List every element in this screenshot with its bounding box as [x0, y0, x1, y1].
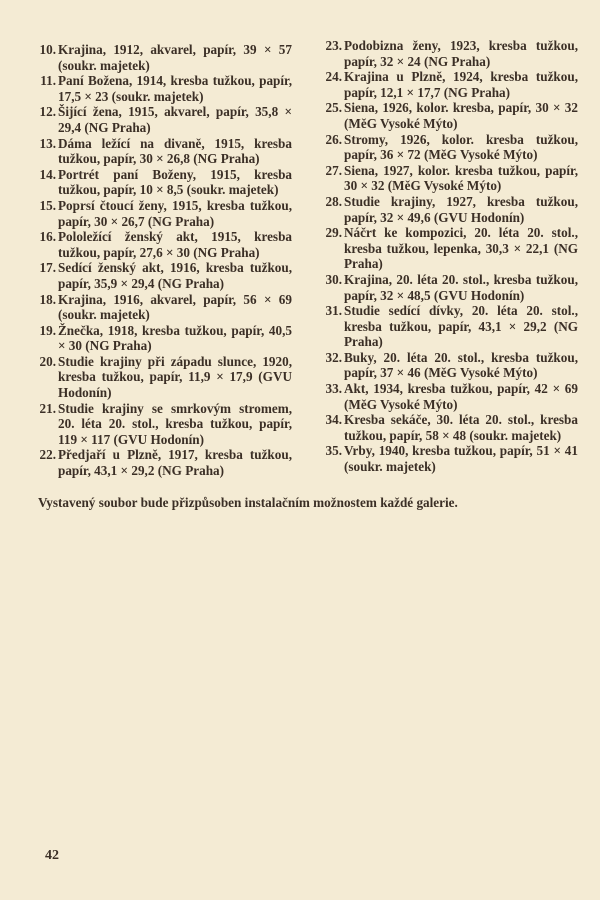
item-text: Pololežící ženský akt, 1915, kresba tužkou, papír, 27,6 × 30 (NG Praha): [58, 229, 292, 260]
item-text: Předjaří u Plzně, 1917, kresba tužkou, papír, 43,1 × 29,2 (NG Praha): [58, 447, 292, 479]
item-text: Náčrt ke kompozici, 20. léta 20. stol., kresba tužkou, lepenka, 30,3 × 22,1 (NG Praha): [344, 225, 578, 272]
item-number: 12.: [39, 104, 56, 120]
item-text: Akt, 1934, kresba tužkou, papír, 42 × 69 (MěG Vysoké Mýto): [344, 381, 578, 412]
catalog-item: [316, 194, 578, 225]
item-number: 31.: [325, 303, 342, 319]
item-number: 20.: [39, 353, 56, 369]
item-number: 33.: [325, 381, 342, 397]
item-text: Portrét paní Boženy, 1915, kresba tužkou, papír, 10 × 8,5 (soukr. majetek): [58, 166, 292, 198]
item-text: Studie krajiny při západu slunce, 1920, kresba tužkou, papír, 11,9 × 17,9 (GVU Hodonín): [58, 353, 292, 401]
catalog-columns: [30, 38, 578, 479]
item-number: 22.: [39, 447, 56, 463]
catalog-item: [30, 42, 292, 73]
item-number: 29.: [325, 225, 342, 241]
item-text: Buky, 20. léta 20. stol., kresba tužkou, papír, 37 × 46 (MěG Vysoké Mýto): [344, 349, 578, 381]
item-text: Dáma ležící na divaně, 1915, kresba tužkou, papír, 30 × 26,8 (NG Praha): [58, 135, 292, 167]
item-text: Krajina, 1912, akvarel, papír, 39 × 57 (soukr. majetek): [58, 42, 292, 73]
catalog-item: [316, 38, 578, 69]
catalog-item: [316, 303, 578, 350]
item-text: Krajina, 20. léta 20. stol., kresba tužkou, papír, 32 × 48,5 (GVU Hodonín): [344, 271, 578, 303]
item-text: Žnečka, 1918, kresba tužkou, papír, 40,5 × 30 (NG Praha): [58, 322, 292, 354]
catalog-item: [30, 229, 292, 260]
catalog-item: [316, 69, 578, 100]
catalog-item: [30, 323, 292, 354]
item-number: 34.: [325, 412, 342, 428]
catalog-item: [316, 100, 578, 131]
item-text: Paní Božena, 1914, kresba tužkou, papír, 17,5 × 23 (soukr. majetek): [58, 73, 292, 104]
item-text: Krajina, 1916, akvarel, papír, 56 × 69 (soukr. majetek): [58, 291, 292, 323]
catalog-item: [316, 443, 578, 474]
page-number: 42: [45, 848, 59, 863]
catalog-item: [30, 292, 292, 323]
item-number: 19.: [39, 322, 56, 338]
item-text: Šijící žena, 1915, akvarel, papír, 35,8 × 29,4 (NG Praha): [58, 104, 292, 135]
item-number: 16.: [39, 229, 56, 245]
catalog-item: [316, 225, 578, 272]
item-number: 32.: [325, 349, 342, 365]
item-number: 26.: [325, 131, 342, 147]
item-number: 30.: [325, 271, 342, 287]
catalog-item: [30, 447, 292, 478]
item-text: Vrby, 1940, kresba tužkou, papír, 51 × 41 (soukr. majetek): [344, 443, 578, 475]
catalog-list-right: [316, 38, 578, 475]
item-number: 23.: [325, 38, 342, 53]
page-content: [30, 38, 578, 511]
catalog-list-left: [30, 42, 292, 479]
item-text: Studie krajiny se smrkovým stromem, 20. léta 20. stol., kresba tužkou, papír, 119 × 117 (GVU Hodonín): [58, 400, 292, 447]
catalog-item: [316, 350, 578, 381]
catalog-item: [30, 198, 292, 229]
item-number: 28.: [325, 193, 342, 209]
catalog-item: [30, 73, 292, 104]
catalog-item: [30, 104, 292, 135]
item-number: 13.: [39, 135, 56, 151]
item-number: 35.: [325, 443, 342, 459]
item-text: Sedící ženský akt, 1916, kresba tužkou, papír, 35,9 × 29,4 (NG Praha): [58, 260, 292, 291]
item-number: 18.: [39, 291, 56, 307]
item-text: Studie sedící dívky, 20. léta 20. stol., kresba tužkou, papír, 43,1 × 29,2 (NG Praha): [344, 303, 578, 350]
item-text: Podobizna ženy, 1923, kresba tužkou, papír, 32 × 24 (NG Praha): [344, 38, 578, 69]
catalog-item: [30, 354, 292, 401]
item-number: 25.: [325, 100, 342, 116]
catalog-item: [30, 136, 292, 167]
item-number: 21.: [39, 400, 56, 416]
catalog-item: [316, 132, 578, 163]
catalog-item: [316, 381, 578, 412]
catalog-item: [30, 167, 292, 198]
catalog-item: [30, 401, 292, 448]
catalog-item: [316, 412, 578, 443]
item-text: Krajina u Plzně, 1924, kresba tužkou, papír, 12,1 × 17,7 (NG Praha): [344, 69, 578, 100]
item-text: Studie krajiny, 1927, kresba tužkou, papír, 32 × 49,6 (GVU Hodonín): [344, 193, 578, 225]
footer-note: Vystavený soubor bude přizpůsoben instalačním možnostem každé galerie.: [38, 494, 458, 510]
item-number: 10.: [39, 42, 56, 57]
item-number: 14.: [39, 166, 56, 182]
item-number: 27.: [325, 162, 342, 178]
item-number: 11.: [40, 73, 56, 89]
item-text: Kresba sekáče, 30. léta 20. stol., kresba tužkou, papír, 58 × 48 (soukr. majetek): [344, 412, 578, 443]
catalog-item: [316, 272, 578, 303]
item-text: Siena, 1926, kolor. kresba, papír, 30 × 32 (MěG Vysoké Mýto): [344, 100, 578, 131]
item-text: Siena, 1927, kolor. kresba tužkou, papír, 30 × 32 (MěG Vysoké Mýto): [344, 162, 578, 194]
item-number: 15.: [39, 197, 56, 213]
catalog-item: [30, 260, 292, 291]
item-number: 24.: [325, 69, 342, 85]
catalog-item: [316, 163, 578, 194]
item-text: Poprsí čtoucí ženy, 1915, kresba tužkou, papír, 30 × 26,7 (NG Praha): [58, 197, 292, 229]
item-text: Stromy, 1926, kolor. kresba tužkou, papír, 36 × 72 (MěG Vysoké Mýto): [344, 131, 578, 163]
item-number: 17.: [39, 260, 56, 276]
